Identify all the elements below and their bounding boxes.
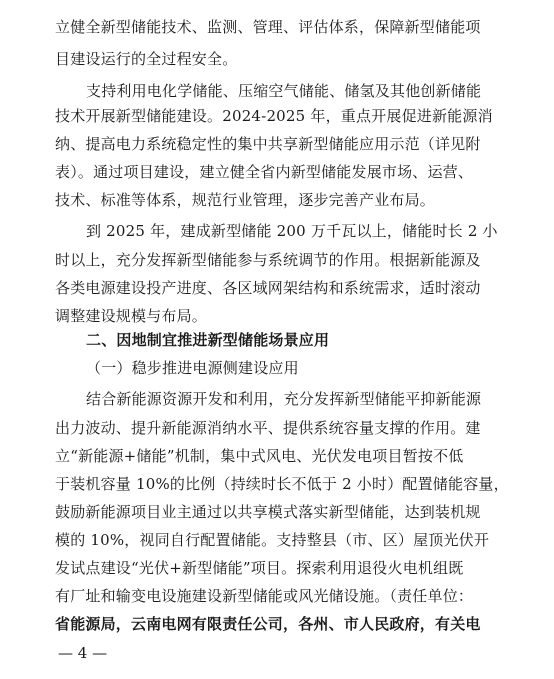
- text-line: 纳、提高电力系统稳定性的集中共享新型储能应用示范（详见附: [55, 135, 481, 153]
- text-line: 出力波动、提升新能源消纳水平、提供系统容量支撑的作用。建: [55, 419, 481, 437]
- text-line: 到 2025 年，建成新型储能 200 万千瓦以上，储能时长 2 小: [86, 222, 498, 240]
- text-line: 技术开展新型储能建设。2024-2025 年，重点开展促进新能源消: [55, 107, 493, 125]
- text-line: 省能源局，云南电网有限责任公司，各州、市人民政府，有关电: [55, 615, 481, 633]
- text-line: 有厂址和输变电设施建设新型储能或风光储设施。（责任单位：: [55, 587, 474, 605]
- text-line: 立健全新型储能技术、监测、管理、评估体系，保障新型储能项: [55, 18, 481, 36]
- section-heading: 二、因地制宜推进新型储能场景应用: [86, 331, 330, 349]
- subsection-heading: （一）稳步推进电源侧建设应用: [86, 359, 299, 377]
- text-line: 支持利用电化学储能、压缩空气储能、储氢及其他创新储能: [86, 82, 482, 100]
- text-line: 结合新能源资源开发和利用，充分发挥新型储能平抑新能源: [86, 390, 482, 408]
- text-line: 发试点建设“光伏+新型储能”项目。探索利用退役火电机组既: [55, 559, 464, 577]
- text-line: 时以上，充分发挥新型储能参与系统调节的作用。根据新能源及: [55, 251, 481, 269]
- text-line: 表）。通过项目建设，建立健全省内新型储能发展市场、运营、: [55, 163, 474, 181]
- text-line: 模的 10%，视同自行配置储能。支持整县（市、区）屋顶光伏开: [55, 531, 490, 549]
- text-line: 技术、标准等体系，规范行业管理，逐步完善产业布局。: [55, 191, 436, 209]
- text-line: 各类电源建设投产进度、各区域网架结构和系统需求，适时滚动: [55, 279, 481, 297]
- text-line: 调整建设规模与布局。: [55, 307, 208, 325]
- text-line: 于装机容量 10%的比例（持续时长不低于 2 小时）配置储能容量，: [55, 475, 509, 493]
- text-line: 目建设运行的全过程安全。: [55, 50, 238, 68]
- text-line: 鼓励新能源项目业主通过以共享模式落实新型储能，达到装机规: [55, 503, 481, 521]
- text-line: 立“新能源+储能”机制，集中式风电、光伏发电项目暂按不低: [55, 447, 464, 465]
- page-number: — 4 —: [58, 644, 108, 662]
